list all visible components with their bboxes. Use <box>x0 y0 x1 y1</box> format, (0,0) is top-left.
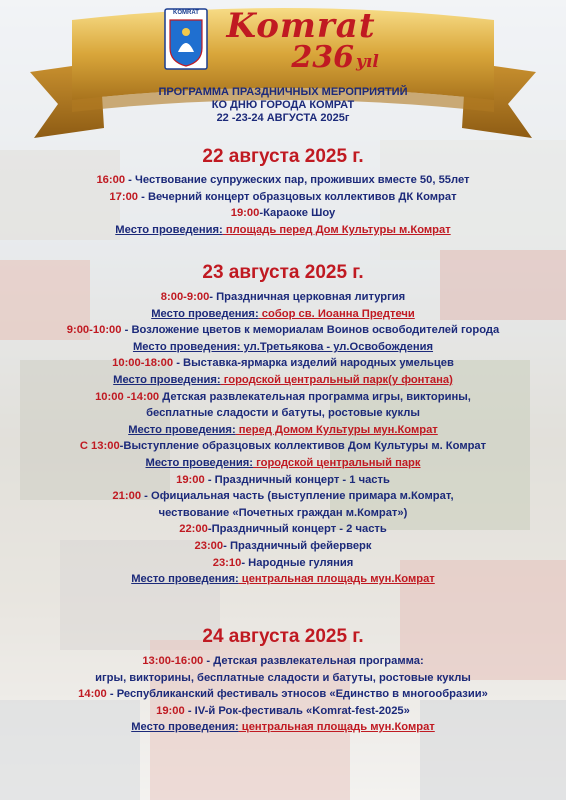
event-text: - Вечерний концерт образцовых коллективов ДК Комрат <box>138 190 457 203</box>
venue-label: Место проведения: <box>131 573 239 586</box>
schedule-line <box>0 289 566 306</box>
event-text: -Праздничный концерт - 2 часть <box>207 523 387 536</box>
program-header <box>100 86 466 125</box>
schedule-line <box>0 703 566 720</box>
venue-value: центральная площадь мун.Комрат <box>238 721 435 734</box>
event-text: Детская развлекательная программа игры, викторины, <box>159 390 471 403</box>
venue-line <box>0 422 566 439</box>
schedule-line <box>0 472 566 489</box>
schedule-line <box>0 505 566 522</box>
event-text: - Возложение цветов к мемориалам Воинов освободителей города <box>121 324 500 337</box>
venue-value: площадь перед Дом Культуры м.Комрат <box>222 223 451 236</box>
schedule-line <box>0 488 566 505</box>
event-time: 19:00 <box>176 473 205 486</box>
venue-line <box>0 306 566 323</box>
event-time: 13:00-16:00 <box>142 655 204 667</box>
banner-number: 236 <box>291 40 354 75</box>
event-text: -Выступление образцовых коллективов Дом Культуры м. Комрат <box>119 440 487 453</box>
event-text: - Праздничный концерт - 1 часть <box>204 473 390 486</box>
venue-value: городской центральный парк <box>252 456 421 469</box>
event-text: игры, викторины, бесплатные сладости и батуты, ростовые куклы <box>95 671 471 684</box>
schedule-line <box>0 438 566 455</box>
venue-label: Место проведения: <box>115 223 223 236</box>
event-time: 19:00 <box>230 207 260 220</box>
day-schedule <box>0 172 566 238</box>
day-heading: 24 августа 2025 г. <box>202 626 364 647</box>
schedule-line <box>0 555 566 572</box>
event-time: 14:00 <box>78 688 107 701</box>
event-time: 8:00-9:00 <box>160 291 210 303</box>
event-text: - Чествование супружеских пар, проживших вместе 50, 55лет <box>125 174 470 186</box>
event-time: 10:00 -14:00 <box>95 390 160 403</box>
event-text: бесплатные сладости и батуты, ростовые куклы <box>146 407 420 420</box>
event-time: 17:00 <box>109 190 139 203</box>
venue-value: собор св. Иоанна Предтечи <box>258 307 415 320</box>
event-time: 19:00 <box>156 704 185 717</box>
header-line: ПРОГРАММА ПРАЗДНИЧНЫХ МЕРОПРИЯТИЙ <box>158 86 408 98</box>
event-text: чествование «Почетных граждан м.Комрат») <box>158 506 408 519</box>
header-line: КО ДНЮ ГОРОДА КОМРАТ <box>211 99 355 111</box>
schedule-line <box>0 189 566 206</box>
schedule-line <box>0 205 566 222</box>
venue-label: Место проведения: <box>132 340 241 353</box>
schedule-line <box>0 538 566 555</box>
schedule-line <box>0 322 566 339</box>
venue-label: Место проведения: <box>113 373 221 386</box>
banner-title: Komrat <box>226 6 376 46</box>
event-text: - Праздничная церковная литургия <box>209 291 406 303</box>
event-text: - IV-й Рок-фестиваль «Komrat-fest-2025» <box>184 704 410 717</box>
event-text: -Караоке Шоу <box>259 207 336 220</box>
schedule-line <box>0 670 566 687</box>
day-schedule <box>0 289 566 588</box>
schedule-line <box>0 355 566 372</box>
event-time: 22:00 <box>179 523 208 536</box>
event-text: - Республиканский фестиваль этносов «Единство в многообразии» <box>106 688 488 701</box>
venue-line <box>0 455 566 472</box>
emblem-label: KOMRAT <box>173 10 199 16</box>
schedule-line <box>0 172 566 189</box>
event-text: - Выставка-ярмарка изделий народных умельцев <box>173 357 454 370</box>
venue-label: Место проведения: <box>128 423 236 436</box>
venue-label: Место проведения: <box>151 307 259 320</box>
venue-line <box>0 339 566 356</box>
schedule-line <box>0 521 566 538</box>
banner-suffix: yıl <box>356 52 379 72</box>
venue-value: перед Домом Культуры мун.Комрат <box>235 423 438 436</box>
venue-value: городской центральный парк(у фонтана) <box>220 373 453 386</box>
event-text: - Детская развлекательная программа: <box>203 655 424 667</box>
event-text: - Официальная часть (выступление примара м.Комрат, <box>141 490 454 503</box>
day-heading: 22 августа 2025 г. <box>202 146 364 167</box>
schedule-line <box>0 389 566 406</box>
event-time: 16:00 <box>96 174 126 186</box>
header-line: 22 -23-24 АВГУСТА 2025г <box>216 112 350 124</box>
venue-line <box>0 571 566 588</box>
venue-value: ул.Третьякова - ул.Освобождения <box>240 340 434 353</box>
event-time: С 13:00 <box>79 440 120 453</box>
schedule-line <box>0 653 566 670</box>
event-time: 23:10 <box>212 556 242 569</box>
schedule-line <box>0 686 566 703</box>
venue-line <box>0 372 566 389</box>
event-text: - Праздничный фейерверк <box>223 539 372 552</box>
event-time: 9:00-10:00 <box>66 324 122 337</box>
venue-label: Место проведения: <box>131 721 239 734</box>
event-time: 10:00-18:00 <box>112 357 174 370</box>
venue-line <box>0 719 566 736</box>
venue-value: центральная площадь мун.Комрат <box>238 573 435 586</box>
komrat-coat-of-arms-icon <box>164 8 208 70</box>
event-time: 21:00 <box>112 490 142 503</box>
venue-label: Место проведения: <box>145 456 253 469</box>
day-schedule <box>0 653 566 736</box>
day-heading: 23 августа 2025 г. <box>202 262 364 283</box>
venue-line <box>0 222 566 239</box>
event-text: - Народные гуляния <box>241 556 354 569</box>
schedule-line <box>0 405 566 422</box>
event-time: 23:00 <box>194 539 224 552</box>
